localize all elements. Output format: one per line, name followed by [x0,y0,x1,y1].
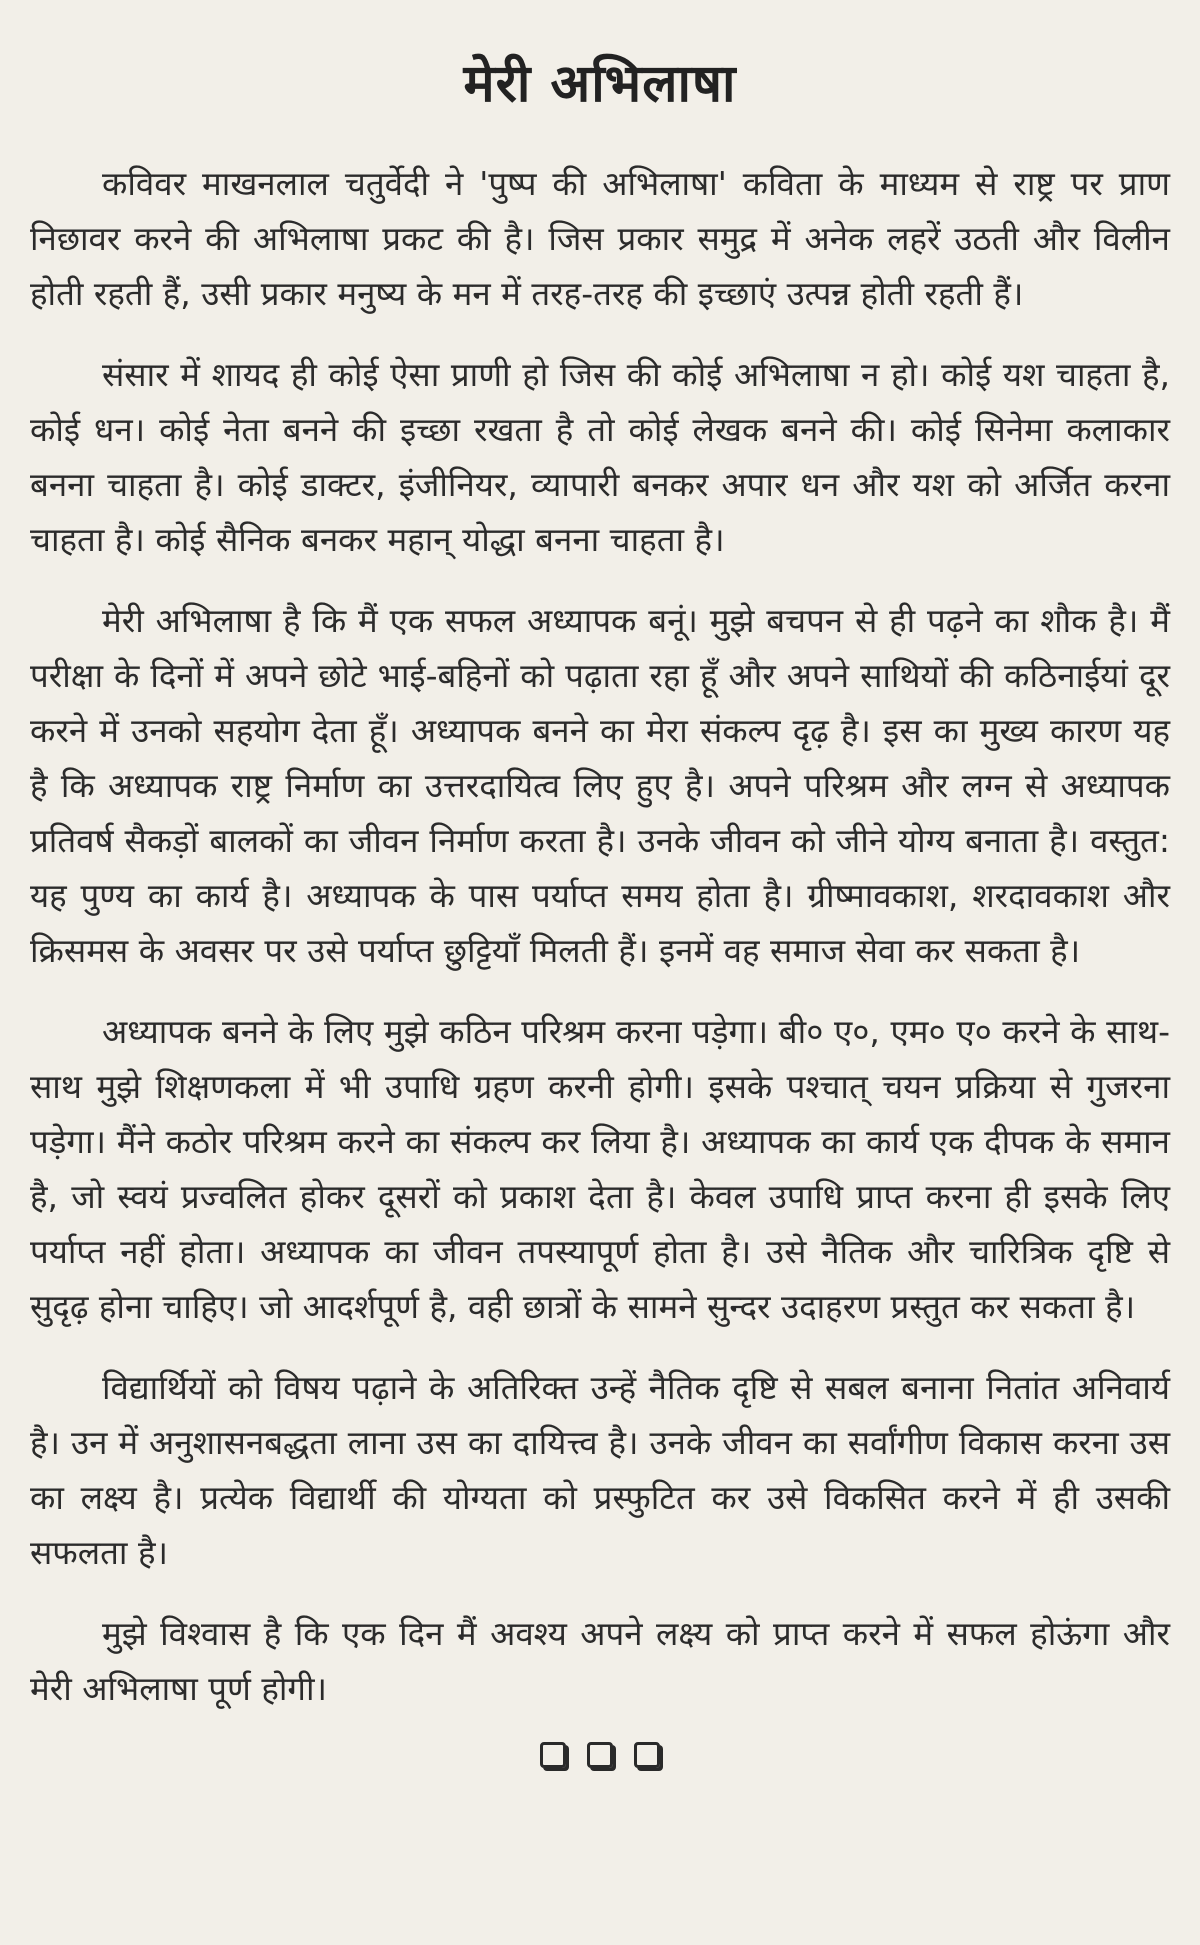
paragraph-6: मुझे विश्वास है कि एक दिन मैं अवश्य अपने लक्ष्य को प्राप्त करने में सफल होऊंगा और मेरी अभिलाषा पूर्ण होगी। [30,1614,1170,1708]
paragraph-3: मेरी अभिलाषा है कि मैं एक सफल अध्यापक बनूं। मुझे बचपन से ही पढ़ने का शौक है। मैं परीक्षा के दिनों में अपने छोटे भाई-बहिनों को पढ़ाता रहा हूँ और अपने साथियों की कठिनाईयां दूर करने में उनको सहयोग देता हूँ। अध्यापक बनने का मेरा संकल्प दृढ़ है। इस का मुख्य कारण यह है कि अध्यापक राष्ट्र निर्माण का उत्तरदायित्व लिए हुए है। अपने परिश्रम और लग्न से अध्यापक प्रतिवर्ष सैकड़ों बालकों का जीवन निर्माण करता है। उनके जीवन को जीने योग्य बनाता है। वस्तुत: यह पुण्य का कार्य है। अध्यापक के पास पर्याप्त समय होता है। ग्रीष्मावकाश, शरदावकाश और क्रिसमस के अवसर पर उसे पर्याप्त छुट्टियाँ मिलती हैं। इनमें वह समाज सेवा कर सकता है। [30,601,1170,970]
page-title: मेरी अभिलाषा [463,53,737,114]
square-icon [540,1742,566,1768]
paragraph-5: विद्यार्थियों को विषय पढ़ाने के अतिरिक्त उन्हें नैतिक दृष्टि से सबल बनाना नितांत अनिवार्य है। उन में अनुशासनबद्धता लाना उस का दायित्त्व है। उनके जीवन का सर्वांगीण विकास करना उस का लक्ष्य है। प्रत्येक विद्यार्थी की योग्यता को प्रस्फुटित कर उसे विकसित करने में ही उसकी सफलता है। [30,1368,1170,1572]
end-of-text-marks [30,1742,1170,1772]
square-icon [634,1742,660,1768]
paragraph-2: संसार में शायद ही कोई ऐसा प्राणी हो जिस की कोई अभिलाषा न हो। कोई यश चाहता है, कोई धन। कोई नेता बनने की इच्छा रखता है तो कोई लेखक बनने की। कोई सिनेमा कलाकार बनना चाहता है। कोई डाक्टर, इंजीनियर, व्यापारी बनकर अपार धन और यश को अर्जित करना चाहता है। कोई सैनिक बनकर महान् योद्धा बनना चाहता है। [30,355,1170,559]
square-icon [587,1742,613,1768]
paragraph-1: कविवर माखनलाल चतुर्वेदी ने 'पुष्प की अभिलाषा' कविता के माध्यम से राष्ट्र पर प्राण निछावर करने की अभिलाषा प्रकट की है। जिस प्रकार समुद्र में अनेक लहरें उठती और विलीन होती रहती हैं, उसी प्रकार मनुष्य के मन में तरह-तरह की इच्छाएं उत्पन्न होती रहती हैं। [30,164,1170,313]
paragraph-4: अध्यापक बनने के लिए मुझे कठिन परिश्रम करना पड़ेगा। बी० ए०, एम० ए० करने के साथ-साथ मुझे शिक्षणकला में भी उपाधि ग्रहण करनी होगी। इसके पश्चात् चयन प्रक्रिया से गुजरना पड़ेगा। मैंने कठोर परिश्रम करने का संकल्प कर लिया है। अध्यापक का कार्य एक दीपक के समान है, जो स्वयं प्रज्वलित होकर दूसरों को प्रकाश देता है। केवल उपाधि प्राप्त करना ही इसके लिए पर्याप्त नहीं होता। अध्यापक का जीवन तपस्यापूर्ण होता है। उसे नैतिक और चारित्रिक दृष्टि से सुदृढ़ होना चाहिए। जो आदर्शपूर्ण है, वही छात्रों के सामने सुन्दर उदाहरण प्रस्तुत कर सकता है। [30,1012,1170,1326]
